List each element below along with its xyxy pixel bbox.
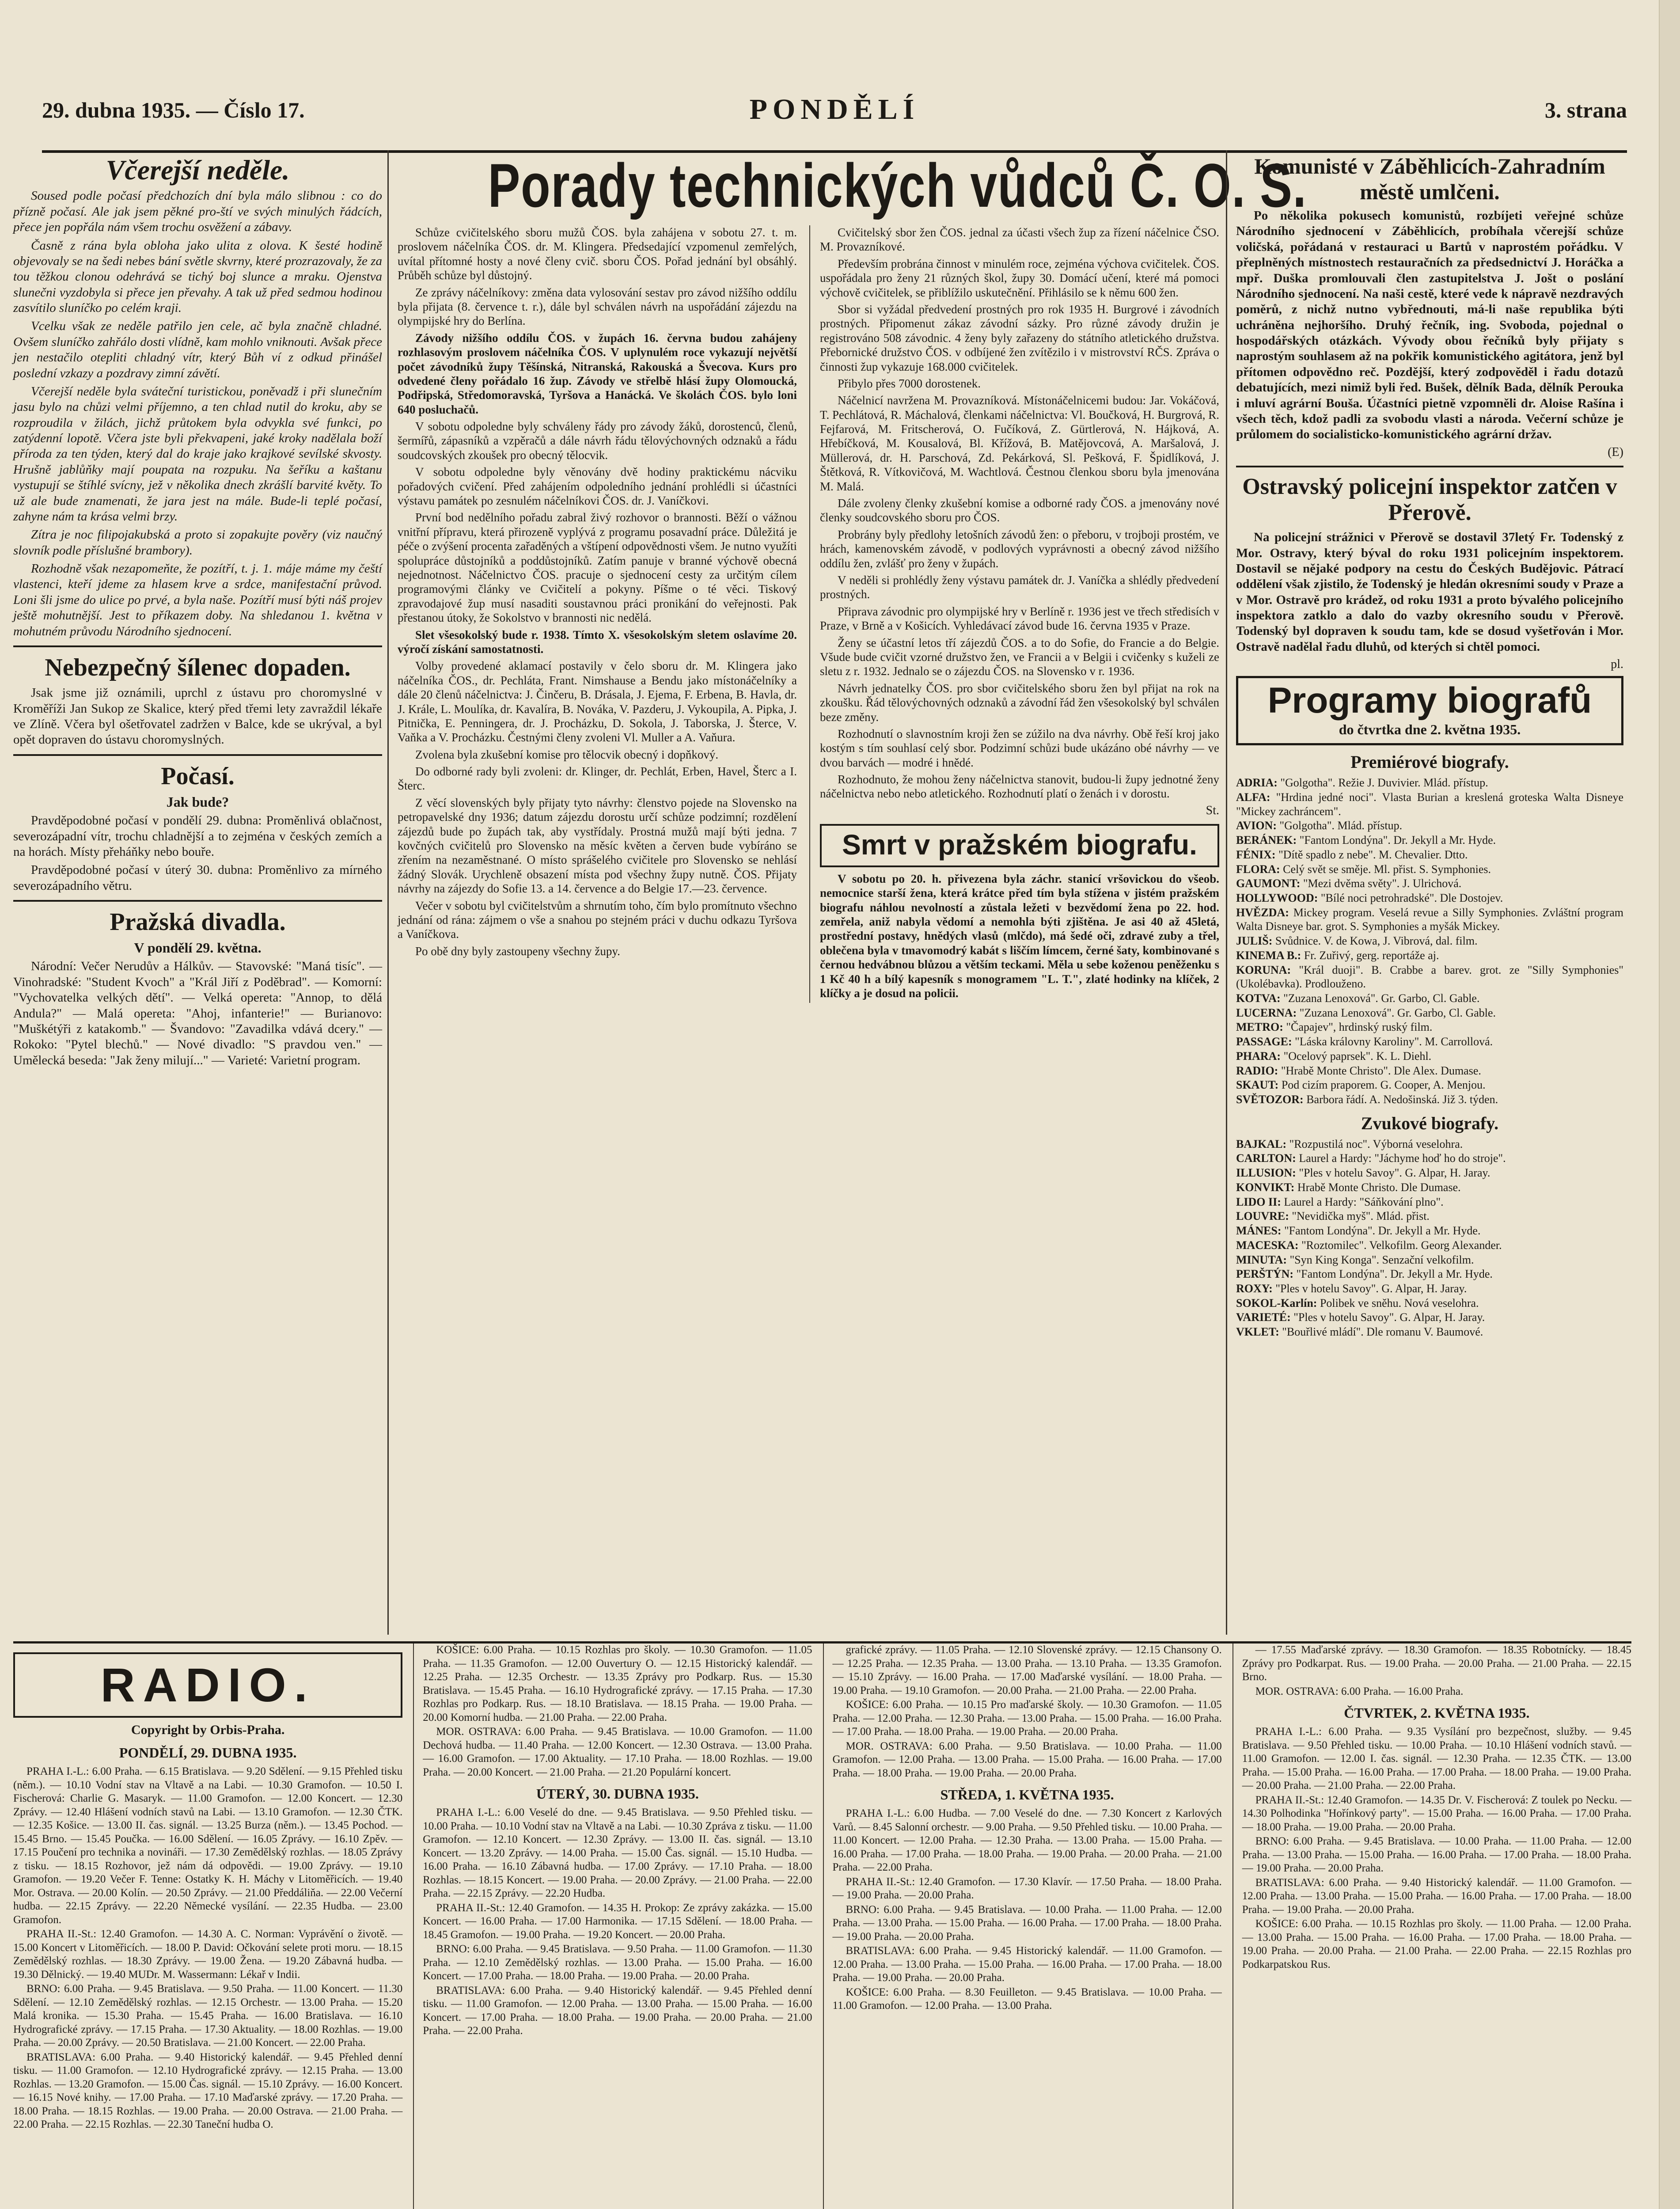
- cinema-program: Laurel a Hardy: "Sáňkování plno".: [1284, 1195, 1444, 1208]
- cinema-listing: [1236, 1166, 1623, 1180]
- article-paragraph: Dále zvoleny členky zkušební komise a odborné rady ČOS. a jmenovány nové členky soudcovského sboru pro ČOS.: [820, 497, 1219, 524]
- cinema-name: PASSAGE:: [1236, 1035, 1295, 1048]
- cinema-listing: [1236, 1310, 1623, 1325]
- article-paragraph: Ze zprávy náčelníkovy: změna data vylosování sestav pro závod nižšího oddílu byla přijata (8. července t. r.), dále byl schválen návrh na uspořádání zájezdu na olympijské hry do Berlína.: [398, 285, 797, 328]
- cinema-listing: [1236, 1006, 1623, 1020]
- main-headline: Porady technických vůdců Č. O. S.: [488, 151, 1307, 220]
- radio-listing: PRAHA II.-St.: 12.40 Gramofon. — 14.35 Dr. V. Fischerová: Z toulek po Necku. — 14.30 Polhodinka "Hořínkový party". — 15.00 Praha. — 16.00 Praha. — 17.00 Praha. — 18.00 Praha. — 19.00 Praha. — 20.00 Praha.: [1242, 1794, 1631, 1833]
- cinema-name: ILLUSION:: [1236, 1166, 1299, 1180]
- page-day-title: PONDĚLÍ: [749, 93, 920, 125]
- article-signature: St.: [1206, 803, 1219, 817]
- cinema-name: HOLLYWOOD:: [1236, 891, 1321, 904]
- sound-list: [1236, 1137, 1623, 1339]
- cinema-listing: [1236, 1020, 1623, 1034]
- cinema-listing: [1236, 877, 1623, 891]
- cinema-listing: [1236, 1093, 1623, 1107]
- cinema-program: "Čapajev", hrdinský ruský film.: [1286, 1021, 1433, 1034]
- cinema-program: "Fantom Londýna". Dr. Jekyll a Mr. Hyde.: [1299, 834, 1496, 847]
- cinema-listing: [1236, 1151, 1623, 1165]
- sound-heading: Zvukové biografy.: [1361, 1113, 1499, 1133]
- cinema-name: SOKOL-Karlín:: [1236, 1296, 1320, 1309]
- cinema-name: MÁNES:: [1236, 1224, 1285, 1237]
- article-paragraph: Slet všesokolský bude r. 1938. Tímto X. všesokolským sletem oslavíme 20. výročí získání samostatnosti.: [398, 628, 797, 656]
- cinema-program: "Zuzana Lenoxová". Gr. Garbo, Cl. Gable.: [1283, 992, 1480, 1005]
- radio-listing: MOR. OSTRAVA: 6.00 Praha. — 16.00 Praha.: [1255, 1685, 1464, 1697]
- article-paragraph: Jsak jsme již oznámili, uprchl z ústavu pro choromyslné v Kroměříži Jan Sukop ze Skalice, který před třemi lety zavraždil lékaře ve Zlíně. Včera byl ošetřovatel zadržen v Balce, kde se ukrýval, a byl opět dopraven do ústavu choromyslných.: [13, 686, 382, 747]
- cinema-listing: [1236, 991, 1623, 1006]
- page-header: [42, 88, 1627, 153]
- cinema-name: METRO:: [1236, 1021, 1286, 1034]
- cinema-program: "Syn King Konga". Senzační velkofilm.: [1289, 1253, 1474, 1266]
- cinema-program: Svůdnice. V. de Kowa, J. Vibrová, dal. film.: [1275, 934, 1478, 948]
- article-headline: Smrt v pražském biografu.: [820, 824, 1219, 867]
- cinema-listing: [1236, 1325, 1623, 1339]
- radio-listing: BRNO: 6.00 Praha. — 9.45 Bratislava. — 10.00 Praha. — 11.00 Praha. — 12.00 Praha. — 13.00 Praha. — 15.00 Praha. — 16.00 Praha. — 17.00 Praha. — 18.00 Praha. — 19.00 Praha. — 20.00 Praha.: [1242, 1835, 1631, 1875]
- article-paragraph: Z věcí slovenských byly přijaty tyto návrhy: členstvo pojede na Slovensko na petropavelské dny 1936; datum zájezdu dorostu určí schůze podzimní; rozdělení zájezdů bude po župách tak, aby vystřídaly. Prostná mužů mají býti jedna. 7 kovčných cvičitelů pro Slovensko na měsíc květen a červen bude vybíráno se zřením na nezaměstnané. O místo sprášelého cvičitele pro Slovensko se nehlásí žádný Slovák. Urychleně obsazení místa pod všechny župy nutně. ČOS. Přijaty návrhy na zájezdy do Sofie 13. a 14. července a do Belgie 17.—23. července.: [398, 796, 797, 896]
- issue-date: 29. dubna 1935. — Číslo 17.: [42, 98, 305, 122]
- radio-column: [413, 1643, 812, 2209]
- cinema-listing: [1236, 776, 1623, 790]
- cinema-program: Mickey program. Veselá revue a Silly Symphonies. Zvláštní program Walta Disneye bar. grot. S. Symphonies a myšák Mickey.: [1236, 906, 1623, 933]
- cinema-listing: [1236, 1224, 1623, 1238]
- cinema-name: FÉNIX:: [1236, 848, 1279, 861]
- radio-listing: BRNO: 6.00 Praha. — 9.45 Bratislava. — 10.00 Praha. — 11.00 Praha. — 12.00 Praha. — 13.00 Praha. — 15.00 Praha. — 16.00 Praha. — 17.00 Praha. — 18.00 Praha. — 19.00 Praha. — 20.00 Praha.: [832, 1903, 1222, 1943]
- programs-title: Programy biografů: [1267, 680, 1592, 721]
- article-paragraph: Ženy se účastní letos tří zájezdů ČOS. a to do Sofie, do Francie a do Belgie. Všude bude cvičit vzorné družstvo žen, ve Francii a v Belgii i cvičenky s kuželi ze sletu z r. 1932. Jednalo se o zájezdu ČOS. na Slovensko v r. 1936.: [820, 636, 1219, 678]
- article-paragraph: Národní: Večer Nerudův a Hálkův. — Stavovské: "Maná tisíc". — Vinohradské: "Student Kvoch" a "Král Jiří z Poděbrad". — Komorní: "Vychovatelka velkých dětí". — Velká opereta: "Annop, to dělá Andula?" — Malá opereta: "Ahoj, infanterie!" — Burianovo: "Muškétýři z katakomb." — Švandovo: "Zavadilka vdává dcery." — Rokoko: "Pytel blechů." — Nové divadlo: "S pravdou ven." — Umělecká beseda: "Jak ženy milují..." — Varieté: Varietní program.: [13, 959, 382, 1067]
- cinema-listing: [1236, 934, 1623, 948]
- article-paragraph: Připrava závodnic pro olympijské hry v Berlíně r. 1936 jest ve třech středisích v Praze, v Brně a v Košicích. Vyhledávací závod bude 16. června 1935 v Praze.: [820, 604, 1219, 633]
- radio-listing: BRNO: 6.00 Praha. — 9.45 Bratislava. — 9.50 Praha. — 11.00 Gramofon. — 11.30 Praha. — 12.10 Zemědělský rozhlas. — 13.00 Praha. — 15.00 Praha. — 16.00 Koncert. — 17.00 Praha. — 18.00 Praha. — 19.00 Praha. — 20.00 Praha.: [423, 1943, 812, 1982]
- radio-listing: KOŠICE: 6.00 Praha. — 10.15 Rozhlas pro školy. — 10.30 Gramofon. — 11.05 Praha. — 11.35 Gramofon. — 12.00 Ouvertury O. — 12.15 Historický kalendář. — 12.25 Praha. — 12.35 Orchestr. — 13.35 Zprávy pro Podkarp. Rus. — 15.30 Bratislava. — 15.45 Praha. — 16.10 Hydrografické zprávy. — 17.15 Praha. — 17.30 Rozhlas pro Podkarp. Rus. — 18.10 Bratislava. — 18.15 Praha. — 19.00 Praha. — 20.00 Komorní hudba. — 21.00 Praha. — 22.00 Praha.: [423, 1644, 812, 1723]
- cinema-listing: [1236, 1078, 1623, 1092]
- radio-listing: PRAHA I.-L.: 6.00 Praha. — 9.35 Vysílání pro bezpečnost, služby. — 9.45 Bratislava. — 9.50 Přehled tisku. — 10.00 Praha. — 10.10 Hlášení vodních stavů. — 11.00 Gramofon. — 12.00 I. čas. signál. — 12.30 Praha. — 12.35 ČTK. — 13.00 Praha. — 15.00 Praha. — 16.00 Praha. — 17.00 Praha. — 18.00 Praha. — 19.00 Praha. — 20.00 Praha. — 21.00 Praha. — 22.00 Praha.: [1242, 1726, 1631, 1792]
- cinema-program: "Fantom Londýna". Dr. Jekyll a Mr. Hyde.: [1284, 1224, 1481, 1237]
- cinema-listing: [1236, 1267, 1623, 1281]
- radio-listing: BRATISLAVA: 6.00 Praha. — 9.40 Historický kalendář. — 9.45 Přehled denní tisku. — 11.00 Gramofon. — 12.00 Praha. — 13.00 Praha. — 15.00 Praha. — 16.00 Koncert. — 17.00 Praha. — 18.00 Praha. — 19.00 Praha. — 20.00 Praha. — 21.00 Praha. — 22.00 Praha.: [423, 1984, 812, 2037]
- cinema-program: "Fantom Londýna". Dr. Jekyll a Mr. Hyde.: [1296, 1268, 1493, 1281]
- radio-listing: PRAHA II.-St.: 12.40 Gramofon. — 14.35 H. Prokop: Ze zprávy zakázka. — 15.00 Koncert. — 16.00 Praha. — 17.00 Harmonika. — 17.15 Sdělení. — 18.00 Praha. — 18.45 Gramofon. — 19.00 Praha. — 19.20 Koncert. — 20.00 Praha.: [423, 1902, 812, 1941]
- divider: [13, 645, 382, 647]
- cinema-program: Laurel a Hardy: "Jáchyme hoď ho do stroje".: [1299, 1152, 1506, 1165]
- cinema-name: KOTVA:: [1236, 992, 1284, 1005]
- article-paragraph: Pravděpodobné počasí v pondělí 29. dubna: Proměnlivá oblačnost, severozápadní vítr, trochu chladnější a to zejména v českých zemích a na horách. Místy přeháňky nebo bouře.: [13, 813, 382, 859]
- cinema-listing: [1236, 891, 1623, 905]
- cinema-name: BAJKAL:: [1236, 1137, 1289, 1150]
- cinema-name: KORUNA:: [1236, 963, 1299, 976]
- cinema-name: ALFA:: [1236, 790, 1276, 804]
- cinema-name: PHARA:: [1236, 1049, 1284, 1063]
- cinema-program: "Král duoji". B. Crabbe a barev. grot. ze "Silly Symphonies" (Ukolébavka). Prodlouženo.: [1236, 963, 1623, 991]
- radio-listing: PRAHA I.-L.: 6.00 Hudba. — 7.00 Veselé do dne. — 7.30 Koncert z Karlových Varů. — 8.45 Salonní orchestr. — 9.00 Praha. — 9.50 Přehled tisku. — 10.00 Praha. — 11.00 Koncert. — 12.00 Praha. — 12.30 Praha. — 13.00 Praha. — 15.00 Praha. — 16.00 Praha. — 17.00 Praha. — 18.00 Praha. — 19.00 Praha. — 20.00 Praha. — 21.00 Praha. — 22.00 Praha.: [832, 1807, 1222, 1874]
- divider: [13, 900, 382, 902]
- cinema-name: HVĚZDA:: [1236, 906, 1293, 919]
- radio-listing: BRATISLAVA: 6.00 Praha. — 9.40 Historický kalendář. — 9.45 Přehled denní tisku. — 11.00 Gramofon. — 12.10 Hydrografické zprávy. — 12.15 Praha. — 13.00 Rozhlas. — 13.20 Gramofon. — 15.00 Čas. signál. — 15.10 Zprávy. — 16.00 Koncert. — 16.15 Nové knihy. — 17.00 Praha. — 17.10 Maďarské zprávy. — 17.20 Praha. — 18.00 Praha. — 18.15 Rozhlas. — 19.00 Praha. — 20.00 Ostrava. — 21.00 Praha. — 22.00 Praha. — 22.15 Rozhlas. — 22.30 Taneční hudba O.: [13, 2051, 403, 2131]
- cinema-listing: [1236, 1180, 1623, 1195]
- radio-column: [1233, 1643, 1631, 2209]
- premiere-heading: Premiérové biografy.: [1350, 752, 1509, 772]
- cinema-program: "Nevidička myš". Mlád. přist.: [1292, 1210, 1430, 1223]
- cinema-name: ROXY:: [1236, 1282, 1276, 1295]
- article-paragraph: V sobotu odpoledne byly věnovány dvě hodiny praktickému nácviku pořadových cvičení. Před zahájením odpoledního jednání prohlédli si účastníci výstavu památek po zesnulém náčelníkovi ČOS. dr. J. Vaníčkovi.: [398, 465, 797, 508]
- article-paragraph: Včerejší neděle byla sváteční turistickou, poněvadž i při slunečním jasu bylo na chůzi velmi příjemno, a ten chlad nutil do kroku, aby se rozproudila v žilách, jichž průtokem byla odvykla své funkci, po zatýdenní lopotě. Včera jste byli překvapeni, jaké kroky nadělala boží příroda za ten týden, který dal do kraje jako krajkové sevílské skvosty. Hrušně jablůňky mají poupata na rozpuku. Na šeříku a kaštanu vystupují se štíhlé svícny, jež v několika dnech zkrášlí barvité květy. To už ale bude znamenati, že jara jest na mále. Bude-li teplé počasí, zahyne nám ta krása velmi brzy.: [13, 384, 382, 524]
- article-paragraph: Po obě dny byly zastoupeny všechny župy.: [415, 944, 620, 958]
- cinema-name: MACESKA:: [1236, 1238, 1302, 1252]
- article-paragraph: Náčelnicí navržena M. Provazníková. Místonáčelnicemi budou: Jar. Vokáčová, T. Pechlátová, R. Máchalová, členkami náčelnictva: Vl. Boučková, H. Burgrová, R. Fejfarová, M. Fritscherová, O. Fučíková, Z. Gürtlerová, N. Hájková, A. Hřebíčková, M. Kousalová, Bl. Křížová, B. Matějovcová, A. Maršalová, J. Müllerová, dr. H. Parschová, Zd. Pekárková, Sl. Pešková, F. Špidlíková, J. Štětková, R. Vítkovičová, M. Wachtlová. Čestnou členkou sboru byla jmenována M. Malá.: [820, 394, 1219, 493]
- cinema-program: "Ocelový paprsek". K. L. Diehl.: [1283, 1049, 1432, 1063]
- article-headline: Včerejší neděle.: [106, 154, 290, 186]
- article-paragraph: Schůze cvičitelského sboru mužů ČOS. byla zahájena v sobotu 27. t. m. proslovem náčelníka ČOS. dr. M. Klingera. Předsedající vzpomenul zemřelých, uvítal přítomné hosty a nové členy cvič. sboru ČOS. Pořad jednání byl obsáhlý. Průběh schůze byl důstojný.: [398, 226, 797, 282]
- article-paragraph: Po několika pokusech komunistů, rozbíjeti veřejné schůze Národního sjednocení v Záběhlicích, probíhala včerejší schůze voličská, pořádaná v restauraci u Bartů v naprostém pořádku. V přeplněných místnostech restauračních za předsednictví J. Horáčka a mpř. Duška promlouvali člen zastupitelstva J. Jošt o poslání Národního sjednocení. Na naši cestě, které vede k nápravě nezdravých poměrů, z nichž nutno vybřednouti, má-li naše republika býti uchráněna nejhoršího. Druhý řečník, ing. Svoboda, pojednal o hospodářských otázkách. Vývody obou řečníků byly přijaty s naprostým souhlasem až na pokřik komunistického agitátora, jenž byl přítomen odpovědno reč. Pozdější, který zodpověděl i řadu dotazů debatujících, mezi nimiž byli řed. Bušek, dělník Bada, dělník Perouka i mluví agrární Bouša. Účastníci pietně vzpomněli dr. Aloise Rašína i všech těch, kdož padli za svobodu vlasti a národa. Večerní schůze je průlomem do socialisticko-komunistického agrární držav.: [1236, 209, 1623, 442]
- cinema-name: GAUMONT:: [1236, 877, 1303, 890]
- radio-day-heading: ÚTERÝ, 30. DUBNA 1935.: [536, 1786, 699, 1802]
- radio-listing: MOR. OSTRAVA: 6.00 Praha. — 9.45 Bratislava. — 10.00 Gramofon. — 11.00 Dechová hudba. — 11.40 Praha. — 12.00 Koncert. — 12.30 Ostrava. — 13.00 Praha. — 16.00 Gramofon. — 17.00 Aktuality. — 17.10 Praha. — 18.00 Rozhlas. — 19.00 Praha. — 20.00 Koncert. — 21.00 Praha. — 21.20 Populární koncert.: [423, 1726, 812, 1778]
- cinema-listing: [1236, 819, 1623, 833]
- cinema-program: Polibek ve sněhu. Nová veselohra.: [1320, 1296, 1479, 1309]
- cinema-name: RADIO:: [1236, 1064, 1281, 1077]
- article-paragraph: Probrány byly předlohy letošních závodů žen: o přeboru, v trojboji prostém, ve hrách, kamenovském závodě, v podlových vyprávnosti a obecný závod nižšího oddílu žen, zvlášť pro ženy v župách.: [820, 528, 1219, 570]
- radio-listing: KOŠICE: 6.00 Praha. — 10.15 Pro maďarské školy. — 10.30 Gramofon. — 11.05 Praha. — 12.00 Praha. — 12.30 Praha. — 13.00 Praha. — 15.00 Praha. — 16.00 Praha. — 17.00 Praha. — 18.00 Praha. — 19.00 Praha. — 20.00 Praha.: [832, 1699, 1222, 1738]
- article-paragraph: Večer v sobotu byl cvičitelstvům a shrnutím toho, čím bylo promítnuto všechno jednání od rána: zájmem o vše a snahou po stejném práci v duchu odkazu Tyršova a Vaníčkova.: [398, 899, 797, 941]
- article-paragraph: V sobotu po 20. h. přivezena byla záchr. stanicí vršovickou do všeob. nemocnice starší žena, která krátce před tím byla stížena v jistém pražském biografu náhlou nevolností a zůstala ležeti v bezvědomí žena po 22. hod. zemřela, aniž nabyla vědomí a nemohla býti zjištěna. Je asi 40 až 45letá, prostřední postavy, hnědých vlasů (mlčdo), má šedé oči, zdravé zuby a třel, oblečena byla v tmavomodrý kabát s liščím límcem, černé šaty, kombinované s černou hedvábnou blůzou a větším teckami. Měla u sebe koženou peněženku s 1 Kč 40 h a bílý kapesník s monogramem "L. T.", zlaté hodinky na klíček, 2 klíčky a je dosud na policii.: [820, 872, 1219, 1000]
- cinema-listing: [1236, 1064, 1623, 1078]
- radio-listing: MOR. OSTRAVA: 6.00 Praha. — 9.50 Bratislava. — 10.00 Praha. — 11.00 Gramofon. — 12.00 Praha. — 13.00 Praha. — 15.00 Praha. — 16.00 Praha. — 17.00 Praha. — 18.00 Praha. — 19.00 Praha. — 20.00 Praha.: [832, 1740, 1222, 1779]
- cinema-listing: [1236, 833, 1623, 847]
- cinema-name: FLORA:: [1236, 862, 1283, 876]
- cinema-name: LOUVRE:: [1236, 1210, 1292, 1223]
- cinema-program: Celý svět se směje. Ml. přist. S. Symphonies.: [1283, 862, 1491, 876]
- article-paragraph: Rozhodně však nezapomeňte, že pozítří, t. j. 1. máje máme my čeští vlastenci, kteří jdeme za hlasem krve a srdce, manifestační průvod. Loni šli jsme do ulice po prvé, a byla naše. Pozítří musí býti náš projev ještě mohutnější. Jest to příkazem doby. Na shledanou 1. května v mohutném průvodu Národního sjednocení.: [13, 562, 382, 638]
- cinema-listing: [1236, 949, 1623, 963]
- right-column: [1226, 150, 1623, 1635]
- page-number: 3. strana: [1544, 98, 1627, 122]
- cinema-name: VKLET:: [1236, 1325, 1282, 1339]
- article-paragraph: První bod nedělního pořadu zabral živý rozhovor o brannosti. Běží o vážnou vnitřní přípravu, která přirozeně vyplývá z programu posavadní práce. Důležitá je péče o zvýšení procenta zařaděných a vštípení odpovědnosti všem. Je nutno využíti spolupráce důstojníků a poddůstojníků. Zatím panuje v branné výchově obecná nejednotnost. Náčelnictvo ČOS. pracuje o sjednocení cesty za určitým cílem programovými články ve Cvičitelí a pokyny. Píšme o té věci. Tiskový zpravodajové žup musí nasaditi soustavnou práci pronikání do veřejnosti. Pak přestanou útoky, že Sokolstvo v brannosti nic nedělá.: [398, 511, 797, 625]
- cinema-name: CARLTON:: [1236, 1152, 1299, 1165]
- radio-listing: PRAHA I.-L.: 6.00 Veselé do dne. — 9.45 Bratislava. — 9.50 Přehled tisku. — 10.00 Praha. — 10.10 Vodní stav na Vltavě a na Labi. — 10.30 Zpráva z tisku. — 11.00 Gramofon. — 12.10 Koncert. — 12.30 Zprávy. — 13.00 II. čas. signál. — 13.10 Koncert. — 13.20 Zprávy. — 14.00 Praha. — 15.00 Čas. signál. — 15.10 Hudba. — 16.00 Praha. — 16.10 Zábavná hudba. — 17.00 Zprávy. — 17.10 Praha. — 18.00 Rozhlas. — 18.15 Koncert. — 19.00 Praha. — 20.00 Zprávy. — 21.00 Praha. — 22.00 Praha. — 22.15 Zprávy. — 22.20 Hudba.: [423, 1807, 812, 1900]
- article-signature: pl.: [1611, 657, 1623, 672]
- cinema-name: SVĚTOZOR:: [1236, 1093, 1307, 1106]
- radio-column: [823, 1643, 1222, 2209]
- article-paragraph: Vcelku však ze neděle patřilo jen cele, ač byla značně chladné. Ovšem sluníčko zahřálo dosti vlídně, kam mohlo vniknouti. Avšak přece jen nestačilo otepliti chladný vítr, který Bůh ví z odkud přinášel poslední vzkazy a pozdravy zimní závětí.: [13, 319, 382, 380]
- radio-listing: BRNO: 6.00 Praha. — 9.45 Bratislava. — 9.50 Praha. — 11.00 Koncert. — 11.30 Sdělení. — 12.10 Zemědělský rozhlas. — 12.15 Orchestr. — 13.00 Praha. — 15.20 Malá kronika. — 15.30 Praha. — 15.45 Praha. — 16.00 Bratislava. — 16.10 Hydrografické zprávy. — 17.15 Praha. — 17.30 Aktuality. — 18.00 Rozhlas. — 19.00 Praha. — 20.00 Zprávy. — 20.50 Bratislava. — 21.00 Koncert. — 22.00 Praha.: [13, 1983, 403, 2049]
- cinema-program: "Golgotha". Mlád. přístup.: [1279, 819, 1403, 832]
- cinema-name: KINEMA B.:: [1236, 949, 1304, 962]
- radio-listing: KOŠICE: 6.00 Praha. — 8.30 Feuilleton. — 9.45 Bratislava. — 10.00 Praha. — 11.00 Gramofon. — 12.00 Praha. — 13.00 Praha.: [832, 1986, 1222, 2012]
- cinema-name: AVION:: [1236, 819, 1280, 832]
- article-paragraph: V neděli si prohlédly ženy výstavu památek dr. J. Vaníčka a shlédly předvedení prostných.: [820, 573, 1219, 601]
- article-paragraph: Zítra je noc filipojakubská a proto si zopakujte pověry (viz naučný slovník podle příslušné brambory).: [13, 528, 382, 558]
- article-paragraph: Do odborné rady byli zvoleni: dr. Klinger, dr. Pechlát, Erben, Havel, Šterc a I. Šterc.: [398, 765, 797, 793]
- article-paragraph: V sobotu odpoledne byly schváleny řády pro závody žáků, dorostenců, členů, šermířů, zápasníků a vzpěračů a dále návrh řádu tělovýchovných odznaků a řádu soudcovských zkoušek pro obecný tělocvik.: [398, 420, 797, 462]
- radio-listing: BRATISLAVA: 6.00 Praha. — 9.45 Historický kalendář. — 11.00 Gramofon. — 12.00 Praha. — 13.00 Praha. — 15.00 Praha. — 16.00 Praha. — 17.00 Praha. — 18.00 Praha. — 19.00 Praha. — 20.00 Praha.: [832, 1945, 1222, 1984]
- divider: [1236, 466, 1623, 467]
- radio-copyright: Copyright by Orbis-Praha.: [131, 1722, 285, 1737]
- cinema-listing: [1236, 1238, 1623, 1253]
- radio-listing: PRAHA I.-L.: 6.00 Praha. — 6.15 Bratislava. — 9.20 Sdělení. — 9.15 Přehled tisku (něm.). — 10.10 Vodní stav na Vltavě a na Labi. — 10.30 Gramofon. — 10.50 I. Fischerová: Charlie G. Masaryk. — 11.00 Gramofon. — 12.00 Koncert. — 12.30 Zprávy. — 12.40 Hlášení vodních stavů na Labi. — 13.10 Gramofon. — 12.30 ČTK. — 12.35 Košice. — 13.00 II. čas. signál. — 13.25 Burza (něm.). — 13.45 Pochod. — 15.45 Brno. — 15.45 Poučka. — 16.00 Sdělení. — 16.05 Zprávy. — 16.10 Zpěv. — 17.15 Poučení pro technika a novináři. — 17.30 Zemědělský rozhlas. — 18.05 Zprávy z tisku. — 18.15 Rozhovor, jež nám dá odpovědi. — 19.00 Zprávy. — 19.10 Gramofon. — 19.20 Večer F. Tenne: Ostatky K. H. Máchy v Litoměřicích. — 19.40 Mor. Ostrava. — 20.00 Kolín. — 20.50 Zprávy. — 21.00 Předdáliňa. — 22.00 Večerní hudba. — 22.15 Zprávy. — 22.20 Německé vysílání. — 22.35 Hudba. — 23.00 Gramofon.: [13, 1765, 403, 1926]
- cinema-program: "Rozpustilá noc". Výborná veselohra.: [1289, 1137, 1463, 1150]
- cinema-program: "Golgotha". Režie J. Duvivier. Mlád. přístup.: [1280, 776, 1488, 789]
- article-paragraph: Časně z rána byla obloha jako ulita z olova. K šesté hodině objevovaly se na šedi nebes bání světle skvrny, které prozrazovaly, že za tou těžkou clonou odehrává se tichý boj slunce a mraku. Ojenstva slunečni vyzdobyla si přece jen převahy. A tak už před sedmou hodinou zasvítilo sluníčko po celém kraji.: [13, 238, 382, 315]
- radio-day-heading: STŘEDA, 1. KVĚTNA 1935.: [940, 1787, 1114, 1803]
- cinema-program: "Bílé noci petrohradské". Dle Dostojev.: [1320, 891, 1503, 904]
- cinema-name: SKAUT:: [1236, 1078, 1282, 1092]
- cinema-name: VARIETÉ:: [1236, 1311, 1294, 1324]
- cinema-listing: [1236, 1035, 1623, 1049]
- main-article-left: [398, 225, 797, 1003]
- cinema-name: MINUTA:: [1236, 1253, 1290, 1266]
- radio-section: [13, 1641, 1631, 2209]
- article-paragraph: Pravděpodobné počasí v úterý 30. dubna: Proměnlivo za mírného severozápadního větru.: [13, 863, 382, 893]
- cinema-listing: [1236, 963, 1623, 991]
- radio-day-heading: ČTVRTEK, 2. KVĚTNA 1935.: [1344, 1705, 1530, 1721]
- cinema-name: LIDO II:: [1236, 1195, 1284, 1208]
- article-signature: (E): [1608, 445, 1623, 459]
- radio-listing: KOŠICE: 6.00 Praha. — 10.15 Rozhlas pro školy. — 11.00 Praha. — 12.00 Praha. — 13.00 Praha. — 15.00 Praha. — 16.00 Praha. — 17.00 Praha. — 18.00 Praha. — 19.00 Praha. — 20.00 Praha. — 21.00 Praha. — 22.00 Praha. — 22.15 Rozhlas pro Podkarpatskou Rus.: [1242, 1918, 1631, 1970]
- article-subheading: V pondělí 29. května.: [134, 940, 262, 956]
- radio-listing: BRATISLAVA: 6.00 Praha. — 9.40 Historický kalendář. — 11.00 Gramofon. — 12.00 Praha. — 13.00 Praha. — 15.00 Praha. — 16.00 Praha. — 17.00 Praha. — 18.00 Praha. — 19.00 Praha. — 20.00 Praha.: [1242, 1876, 1631, 1916]
- cinema-listing: [1236, 848, 1623, 862]
- article-headline: Komunisté v Záběhlicích-Zahradním městě umlčeni.: [1254, 154, 1605, 204]
- premiere-list: [1236, 776, 1623, 1107]
- cinema-name: LUCERNA:: [1236, 1006, 1300, 1019]
- radio-listing: PRAHA II.-St.: 12.40 Gramofon. — 14.30 A. C. Norman: Vyprávění o životě. — 15.00 Koncert v Litoměřicích. — 18.00 P. David: Očkování selete proti moru. — 18.15 Zemědělský rozhlas. — 18.30 Zprávy. — 19.00 Žena. — 19.20 Zábavná hudba. — 19.30 Dělnický. — 19.40 MUDr. M. Wassermann: Lékař v Indii.: [13, 1928, 403, 1981]
- cinema-program: "Dítě spadlo z nebe". M. Chevalier. Dtto.: [1278, 848, 1468, 861]
- cinema-program: "Ples v hotelu Savoy". G. Alpar, H. Jaray.: [1293, 1311, 1485, 1324]
- radio-listing: grafické zprávy. — 11.05 Praha. — 12.10 Slovenské zprávy. — 12.15 Chansony O. — 12.25 Praha. — 12.35 Praha. — 13.00 Praha. — 13.10 Praha. — 13.35 Gramofon. — 15.10 Zprávy. — 16.00 Praha. — 17.00 Maďarské vysílání. — 18.00 Praha. — 19.00 Praha. — 19.10 Gramofon. — 20.00 Praha. — 21.00 Praha. — 22.00 Praha.: [832, 1644, 1222, 1697]
- cinema-name: KONVIKT:: [1236, 1180, 1297, 1194]
- radio-listing: — 17.55 Maďarské zprávy. — 18.30 Gramofon. — 18.35 Robotnícky. — 18.45 Zprávy pro Podkarpat. Rus. — 19.00 Praha. — 20.00 Praha. — 21.00 Praha. — 22.15 Brno.: [1242, 1644, 1631, 1683]
- article-paragraph: Zvolena byla zkušební komise pro tělocvik obecný i dopňkový.: [415, 748, 719, 761]
- cinema-listing: [1236, 1253, 1623, 1267]
- cinema-program: "Bouřlivé mládí". Dle romanu V. Baumové.: [1282, 1325, 1483, 1339]
- cinema-name: ADRIA:: [1236, 776, 1281, 789]
- main-article-right: [809, 225, 1219, 1003]
- article-paragraph: Cvičitelský sbor žen ČOS. jednal za účasti všech žup za řízení náčelnice ČSO. M. Provazníkové.: [820, 226, 1219, 254]
- article-paragraph: Na policejní strážnici v Přerově se dostavil 37letý Fr. Todenský z Mor. Ostravy, který býval do roku 1931 policejním inspektorem. Dostavil se nějaké podpory na cestu do Českých Budějovic. Pátrací oddělení však zjistilo, že Todenský je hledán okresními soudy v Praze a v Mor. Ostravě pro krádež, od roku 1931 a proto bývalého policejního inspektora zatklo a dalo do vazby okresního soudu v Přerově. Todenský byl dopraven k soudu tam, kde se dosud vyšetřován i Mor. Ostravě nadělal řadu dluhů, od kterých si chtěl pomoci.: [1236, 530, 1623, 654]
- cinema-program: Hrabě Monte Christo. Dle Dumase.: [1297, 1180, 1461, 1194]
- article-headline: Ostravský policejní inspektor zatčen v Přerově.: [1242, 474, 1617, 526]
- cinema-program: "Ples v hotelu Savoy". G. Alpar, H. Jaray.: [1299, 1166, 1490, 1180]
- article-headline: Počasí.: [161, 762, 235, 790]
- cinema-listing: [1236, 1209, 1623, 1223]
- programs-box: [1236, 676, 1623, 745]
- cinema-program: "Mezi dvěma světy". J. Ulrichová.: [1303, 877, 1462, 890]
- article-paragraph: Především probrána činnost v minulém roce, zejména výchova cvičitelek. ČOS. uspořádala pro ženy 21 různých škol, župy 30. Domácí učení, které má pomoci výchově cvičitelek, se přiblížilo uskutečnění. Přihlásilo se k němu 600 žen.: [820, 257, 1219, 299]
- cinema-listing: [1236, 790, 1623, 818]
- cinema-program: "Zuzana Lenoxová". Gr. Garbo, Cl. Gable.: [1299, 1006, 1496, 1019]
- programs-subtitle: do čtvrtka dne 2. května 1935.: [1339, 721, 1521, 738]
- article-paragraph: Návrh jednatelky ČOS. pro sbor cvičitelského sboru žen byl přijat na rok na zkoušku. Řád tělovýchovných odznaků a závodní řád žen všesokolský byl schválen beze změny.: [820, 681, 1219, 724]
- cinema-listing: [1236, 1137, 1623, 1151]
- article-headline: Pražská divadla.: [110, 908, 286, 936]
- cinema-name: PERŠTÝN:: [1236, 1268, 1297, 1281]
- article-paragraph: Přibylo přes 7000 dorostenek.: [838, 376, 981, 390]
- cinema-program: Pod cizím praporem. G. Cooper, A. Menjou.: [1281, 1078, 1486, 1092]
- cinema-program: Barbora řádí. A. Nedošinská. Již 3. týden.: [1306, 1093, 1498, 1106]
- cinema-listing: [1236, 1282, 1623, 1296]
- article-paragraph: Závody nižšího oddílu ČOS. v župách 16. června budou zahájeny rozhlasovým proslovem náčelníka ČOS. V uplynulém roce vykazují největší počet závodníků župy Těšínská, Nitranská, Rakouská a Švecova. Kurs pro odvedené členy pořádalo 16 žup. Závody ve střelbě hlásí župy Olomoucká, Podřipská, Středomoravská, Tyršova a Hanácká. Ve školách ČOS. bylo loni 640 posluchačů.: [398, 331, 797, 416]
- cinema-program: Fr. Zuřivý, gerg. reportáže aj.: [1304, 949, 1439, 962]
- cinema-name: BERÁNEK:: [1236, 834, 1300, 847]
- cinema-program: "Hrabě Monte Christo". Dle Alex. Dumase.: [1281, 1064, 1481, 1077]
- radio-listing: PRAHA II.-St.: 12.40 Gramofon. — 17.30 Klavír. — 17.50 Praha. — 18.00 Praha. — 19.00 Praha. — 20.00 Praha.: [832, 1875, 1222, 1902]
- radio-day-heading: PONDĚLÍ, 29. DUBNA 1935.: [119, 1745, 297, 1761]
- article-paragraph: Soused podle počasí předchozích dní byla málo slibnou : co do přízně počasí. Ale jak jsem pěkné pro-ští ve svých minulých řádcích, přece jen popřála nám všem trochu osvěžení a zábavy.: [13, 189, 382, 235]
- left-column: [13, 150, 389, 1635]
- article-paragraph: Rozhodnutí o slavnostním kroji žen se zúžilo na dva návrhy. Obě řeší kroj jako kostým s tím souhlasí celý sbor. Podzimní schůzi bude ukázáno obé návrhy — ve dvou barvách — modré i hnědé.: [820, 727, 1219, 769]
- cinema-program: "Hrdina jedné noci". Vlasta Burian a kreslená groteska Walta Disneye "Mickey zachráncem".: [1236, 790, 1623, 818]
- article-subheading: Jak bude?: [166, 794, 229, 810]
- divider: [13, 754, 382, 756]
- cinema-program: "Roztomilec". Velkofilm. Georg Alexander.: [1301, 1238, 1502, 1252]
- article-paragraph: Rozhodnuto, že mohou ženy náčelnictva stanovit, budou-li župy jednotné ženy náčelnictva nebo nebo atletického. Rozhodnutí platí o ženách i v dorostu.: [820, 773, 1219, 801]
- cinema-program: "Láska královny Karoliny". M. Carrollová.: [1295, 1035, 1493, 1048]
- cinema-program: "Ples v hotelu Savoy". G. Alpar, H. Jaray.: [1275, 1282, 1467, 1295]
- article-headline: Nebezpečný šílenec dopaden.: [45, 653, 351, 681]
- cinema-listing: [1236, 862, 1623, 877]
- page-edge: [1659, 0, 1680, 2209]
- cinema-name: JULIŠ:: [1236, 934, 1275, 948]
- cinema-listing: [1236, 1049, 1623, 1063]
- article-paragraph: Volby provedené aklamací postavily v čelo sboru dr. M. Klingera jako náčelníka ČOS., dr. Pechláta, Frant. Nimshause a Bendu jako místonáčelníky a dále 20 členů náčelnictva: J. Činčeru, B. Drásala, J. Ejema, F. Erbena, B. Havla, dr. J. Krále, L. Moulíka, dr. Kavalíra, B. Nováka, V. Pazderu, J. Vykoupila, A. Pipka, J. Pitnička, E. Penningera, dr. J. Procházku, D. Sokola, J. Taborska, J. Šterce, V. Vaňka a V. Procházku. Čestnými členy zvoleni Vl. Muller a A. Vaňura.: [398, 659, 797, 744]
- cinema-listing: [1236, 906, 1623, 934]
- cinema-listing: [1236, 1296, 1623, 1310]
- radio-column: [13, 1643, 402, 2209]
- cinema-listing: [1236, 1195, 1623, 1209]
- radio-logo: RADIO.: [13, 1652, 402, 1718]
- article-paragraph: Sbor si vyžádal předvedení prostných pro rok 1935 H. Burgrové i závodních prostných. Připomenut zákaz závodní sázky. Pro různé závody družin je registrováno 508 závodnic. 4 ženy byly zařazeny do státního atletického družstva. Přebornické družstvo ČOS. v odbíjené žen zvítězilo i v mistrovství RČS. Zpráva o činnosti žup vykazuje 168.000 cvičitelek.: [820, 302, 1219, 373]
